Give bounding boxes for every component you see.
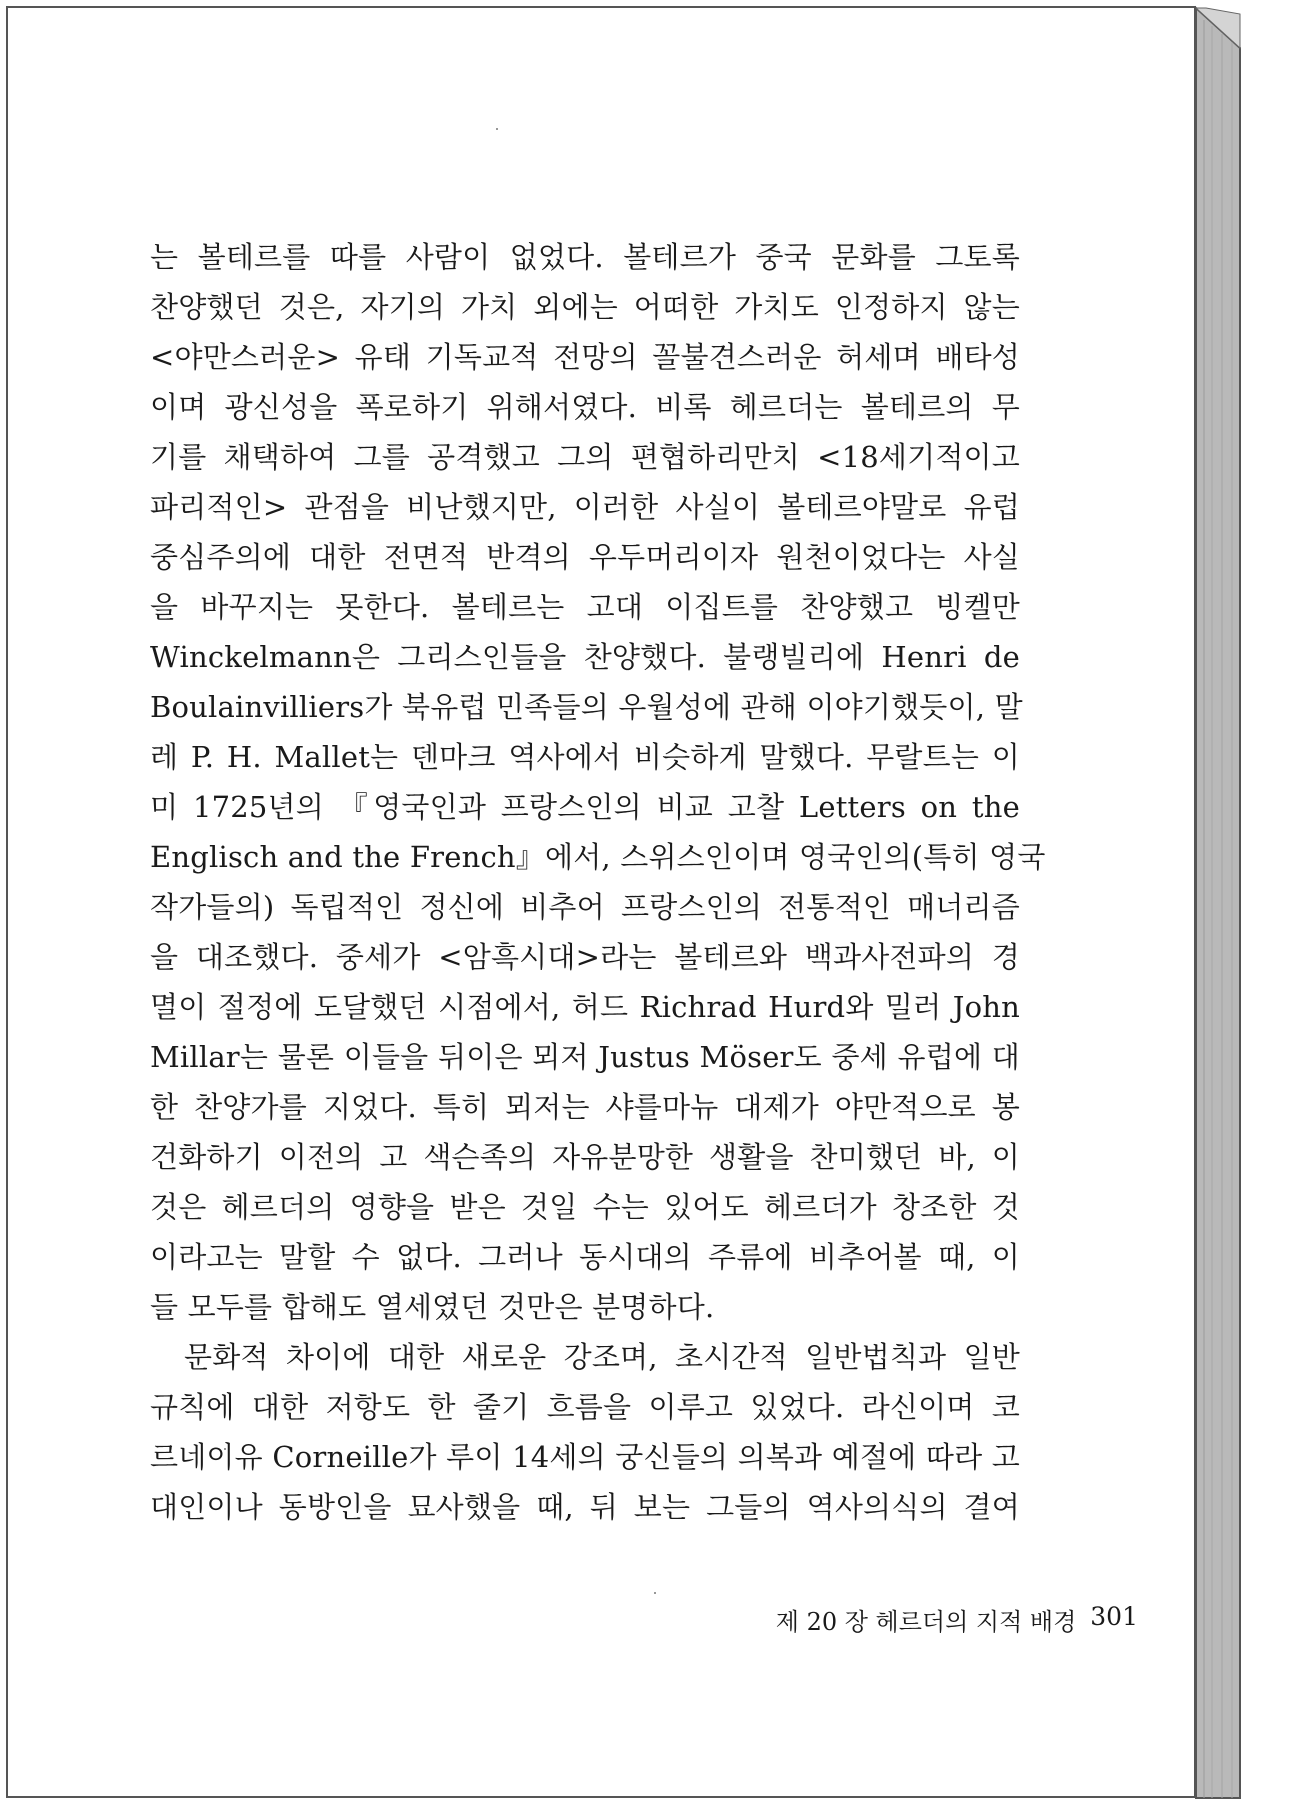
text-line: 것은 헤르더의 영향을 받은 것일 수는 있어도 헤르더가 창조한 것 xyxy=(150,1190,1020,1224)
text-line: 을 바꾸지는 못한다. 볼테르는 고대 이집트를 찬양했고 빙켈만 xyxy=(150,590,1020,624)
scan-speck xyxy=(654,1592,656,1594)
text-line: 르네이유 Corneille가 루이 14세의 궁신들의 의복과 예절에 따라 고 xyxy=(150,1440,1020,1474)
text-line: 작가들의) 독립적인 정신에 비추어 프랑스인의 전통적인 매너리즘 xyxy=(150,890,1020,924)
text-line: 미 1725년의 『영국인과 프랑스인의 비교 고찰 Letters on the xyxy=(150,790,1020,824)
text-line: 멸이 절정에 도달했던 시점에서, 허드 Richrad Hurd와 밀러 John xyxy=(150,990,1020,1024)
page-body-text xyxy=(150,232,1046,1532)
text-line: 중심주의에 대한 전면적 반격의 우두머리이자 원천이었다는 사실 xyxy=(150,540,1020,574)
text-line: 들 모두를 합해도 열세였던 것만은 분명하다. xyxy=(150,1290,715,1324)
page-number: 301 xyxy=(1090,1602,1138,1631)
text-line: Millar는 물론 이들을 뒤이은 뫼저 Justus Möser도 중세 유럽에 대 xyxy=(150,1040,1020,1074)
paragraph-2 xyxy=(150,1332,1020,1532)
text-line: 건화하기 이전의 고 색슨족의 자유분망한 생활을 찬미했던 바, 이 xyxy=(150,1140,1020,1174)
text-line: 문화적 차이에 대한 새로운 강조며, 초시간적 일반법칙과 일반 xyxy=(184,1340,1020,1374)
text-line: 레 P. H. Mallet는 덴마크 역사에서 비슷하게 말했다. 무랄트는 이 xyxy=(150,740,1020,774)
text-line: 기를 채택하여 그를 공격했고 그의 편협하리만치 <18세기적이고 xyxy=(150,440,1020,474)
text-line: 이며 광신성을 폭로하기 위해서였다. 비록 헤르더는 볼테르의 무 xyxy=(150,390,1020,424)
text-line: 찬양했던 것은, 자기의 가치 외에는 어떠한 가치도 인정하지 않는 xyxy=(150,290,1020,324)
text-line: <야만스러운> 유태 기독교적 전망의 꼴불견스러운 허세며 배타성 xyxy=(150,340,1020,374)
text-line: 규칙에 대한 저항도 한 줄기 흐름을 이루고 있었다. 라신이며 코 xyxy=(150,1390,1020,1424)
text-line: 한 찬양가를 지었다. 특히 뫼저는 샤를마뉴 대제가 야만적으로 봉 xyxy=(150,1090,1020,1124)
running-chapter-title: 제 20 장 헤르더의 지적 배경 xyxy=(775,1608,1077,1636)
text-line: 이라고는 말할 수 없다. 그러나 동시대의 주류에 비추어볼 때, 이 xyxy=(150,1240,1020,1274)
text-line: Winckelmann은 그리스인들을 찬양했다. 불랭빌리에 Henri de xyxy=(150,640,1020,674)
scan-speck xyxy=(496,128,498,130)
paragraph-1 xyxy=(150,232,1046,1332)
text-line: 을 대조했다. 중세가 <암흑시대>라는 볼테르와 백과사전파의 경 xyxy=(150,940,1020,974)
text-line: Englisch and the French』에서, 스위스인이며 영국인의(특히 영국 xyxy=(150,840,1046,874)
text-line: 는 볼테르를 따를 사람이 없었다. 볼테르가 중국 문화를 그토록 xyxy=(150,240,1020,274)
page-footer xyxy=(776,1602,1138,1637)
text-line: 파리적인> 관점을 비난했지만, 이러한 사실이 볼테르야말로 유럽 xyxy=(150,490,1020,524)
text-line: Boulainvilliers가 북유럽 민족들의 우월성에 관해 이야기했듯이, 말 xyxy=(150,690,1023,724)
text-line: 대인이나 동방인을 묘사했을 때, 뒤 보는 그들의 역사의식의 결여 xyxy=(150,1490,1020,1524)
